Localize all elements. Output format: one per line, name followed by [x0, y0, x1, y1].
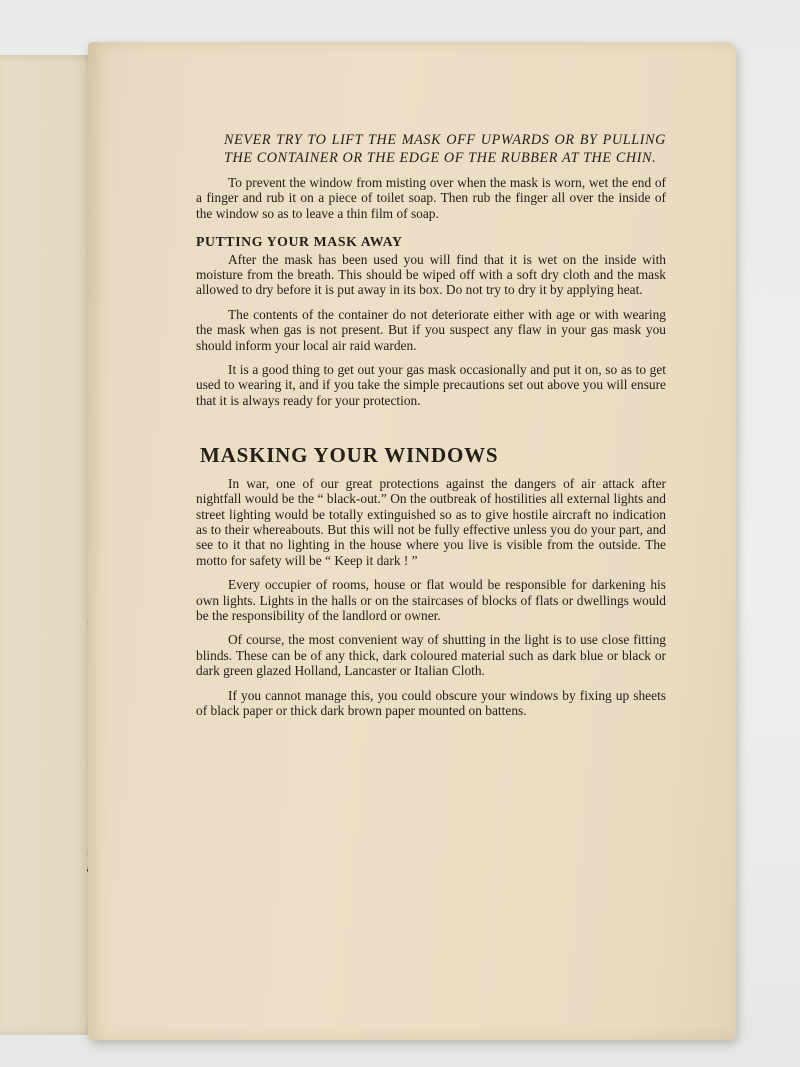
paragraph-blinds: Of course, the most convenient way of shutting in the light is to use close fitting blinds. These can be of any thick, dark coloured material such as dark blue or black or dark green glazed Holland, Lancaster or Italian Cloth. — [196, 632, 666, 679]
paragraph-wiping: After the mask has been used you will find that it is wet on the inside with moisture from the breath. This should be wiped off with a soft dry cloth and the mask allowed to dry before it is put away in its box. Do not try to dry it by applying heat. — [196, 251, 666, 298]
subheading-putting-mask-away: PUTTING YOUR MASK AWAY — [196, 234, 403, 250]
paragraph-misting: To prevent the window from misting over when the mask is worn, wet the end of a finger and rub it on a piece of toilet soap. Then rub the finger all over the inside of the window so as to leave a thin film of soap. — [196, 175, 666, 221]
warning-text: NEVER TRY TO LIFT THE MASK OFF UPWARDS OR BY PULLING THE CONTAINER OR THE EDGE OF THE RUBBER AT THE CHIN. — [224, 132, 666, 166]
paragraph-paper: If you cannot manage this, you could obscure your windows by fixing up sheets of black paper or thick dark brown paper mounted on battens. — [196, 687, 666, 718]
paragraph-occupier: Every occupier of rooms, house or flat would be responsible for darkening his own lights. Lights in the halls or on the staircases of blocks of flats or dwellings would be the responsibility of the landlord or owner. — [196, 577, 666, 623]
page-content — [196, 132, 666, 727]
paragraph-practice: It is a good thing to get out your gas mask occasionally and put it on, so as to get used to wearing it, and if you take the simple precautions set out above you will ensure that it is always ready for your protection. — [196, 362, 666, 408]
paragraph-blackout: In war, one of our great protections against the dangers of air attack after nightfall would be the “ black-out.” On the outbreak of hostilities all external lights and street lighting would be totally extinguished so as to give hostile aircraft no indication as to their whereabouts. But this will not be fully effective unless you do your part, and see to it that no lighting in the house where you live is visible from the outside. The motto for safety will be “ Keep it dark ! ” — [196, 475, 666, 568]
paragraph-container: The contents of the container do not deteriorate either with age or with wearing the mask when gas is not present. But if you suspect any flaw in your gas mask you should inform your local air raid warden. — [196, 306, 666, 353]
heading-masking-windows: MASKING YOUR WINDOWS — [200, 443, 499, 468]
